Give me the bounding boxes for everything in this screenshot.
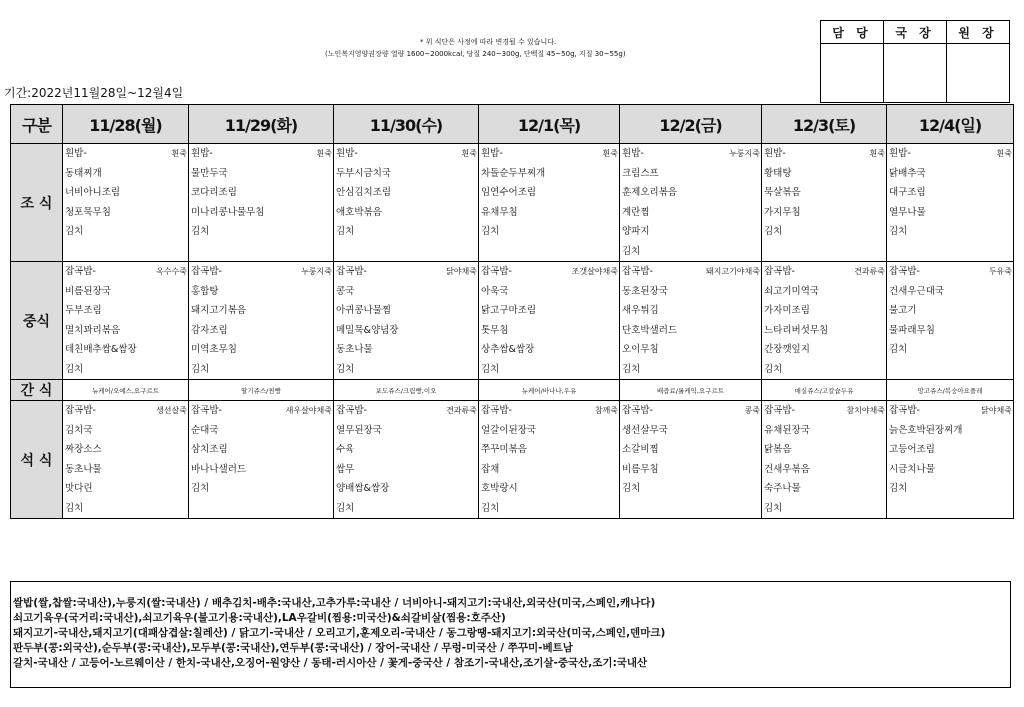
dish-item: 가지무침 [764, 206, 801, 218]
main-dish-line [620, 401, 761, 421]
day-header: 12/2(금) [620, 105, 762, 144]
breakfast-day-cell [479, 144, 620, 262]
dish-item: 건새우볶음 [764, 463, 810, 475]
snack-row [11, 380, 1014, 401]
approval-sign-head [947, 44, 1010, 103]
dish-item: 아귀콩나물찜 [336, 305, 392, 316]
snack-cell: 딸기쥬스/찐빵 [189, 380, 334, 401]
dish-item: 아욱국 [481, 285, 509, 297]
dish-item: 비름무침 [622, 463, 659, 475]
porridge-item: 흰죽 [316, 149, 332, 158]
dish-item: 감자조림 [191, 324, 228, 336]
approval-box [820, 20, 1010, 103]
meal-label-snack: 간 식 [11, 380, 63, 401]
dish-item: 유채무침 [481, 206, 518, 218]
dish-item: 김치 [65, 226, 84, 237]
dish-item: 김치 [889, 344, 908, 355]
dish-item: 동초된장국 [622, 285, 668, 297]
dish-item: 삼치조림 [191, 444, 228, 455]
origin-line: 쌀밥(쌀,찹쌀:국내산),누룽지(쌀:국내산) / 배추김치-배추:국내산,고추가루:국내산 / 너비아니-돼지고기:국내산,외국산(미국,스페인,캐나다) [13, 597, 656, 609]
dish-item: 김치 [65, 502, 84, 514]
rice-item: 잡곡밥- [191, 405, 222, 416]
rice-item: 잡곡밥- [191, 266, 222, 277]
origin-line: 돼지고기-국내산,돼지고기(대패삼겹살:칠레산) / 닭고기-국내산 / 오리고기,훈제오리-국내산 / 동그랑땡-돼지고기:외국산(미국,스페인,덴마크) [13, 627, 666, 639]
dish-item: 김치 [336, 226, 355, 237]
dish-item: 바나나샐러드 [191, 463, 247, 475]
main-dish-line [334, 262, 478, 282]
day-header: 12/4(일) [887, 105, 1014, 144]
day-header: 11/28(월) [63, 105, 189, 144]
snack-cell: 매실쥬스/고칼슘두유 [762, 380, 887, 401]
main-dish-line [334, 401, 478, 421]
porridge-item: 누룽지죽 [301, 267, 332, 276]
porridge-item: 흰죽 [996, 149, 1012, 158]
dish-item: 얼갈이된장국 [481, 424, 537, 436]
dish-item: 김치 [764, 226, 783, 237]
dish-item: 쭈꾸미볶음 [481, 444, 527, 455]
rice-item: 흰밥- [336, 148, 358, 159]
dish-item: 김치 [191, 483, 210, 494]
snack-cell: 뉴케어/오예스,요구르트 [63, 380, 189, 401]
rice-item: 흰밥- [65, 148, 87, 159]
porridge-item: 참깨죽 [594, 406, 618, 415]
main-dish-line [887, 401, 1013, 421]
dish-item [189, 499, 333, 519]
lunch-day-cell [334, 262, 479, 380]
dish-item: 열무된장국 [336, 424, 382, 436]
day-header-row [11, 105, 1014, 144]
dish-item: 미나리콩나물무침 [191, 206, 265, 218]
main-dish-line [887, 144, 1013, 164]
porridge-item: 콩죽 [744, 406, 760, 415]
notice-line-1: * 위 식단은 사정에 따라 변경될 수 있습니다. [420, 38, 557, 46]
porridge-item: 흰죽 [461, 149, 477, 158]
porridge-item: 흰죽 [869, 149, 885, 158]
dish-item: 청포묵무침 [65, 206, 111, 218]
day-header: 12/3(토) [762, 105, 887, 144]
dish-item: 애호박볶음 [336, 206, 382, 218]
dish-item: 동태찌개 [65, 167, 102, 179]
origin-info-box [10, 581, 1011, 688]
rice-item: 잡곡밥- [764, 266, 795, 277]
lunch-day-cell [887, 262, 1014, 380]
snack-cell: 포도쥬스/크림빵,이오 [334, 380, 479, 401]
rice-item: 잡곡밥- [336, 405, 367, 416]
porridge-item: 견과류죽 [446, 406, 477, 415]
dish-item: 늙은호박된장찌개 [889, 424, 963, 436]
rice-item: 흰밥- [481, 148, 503, 159]
dish-item: 톳무침 [481, 324, 509, 336]
rice-item: 잡곡밥- [622, 266, 653, 277]
breakfast-day-cell [762, 144, 887, 262]
dish-item [887, 242, 1013, 262]
lunch-day-cell [479, 262, 620, 380]
header-label: 구분 [11, 105, 63, 144]
dinner-day-cell [63, 401, 189, 519]
dinner-row [11, 401, 1014, 519]
origin-line: 갈치-국내산 / 고등어-노르웨이산 / 한치-국내산,오징어-원양산 / 동태-러시아산 / 꽃게-중국산 / 참조기-국내산,조기살-중국산,조기:국내산 [13, 657, 648, 669]
dish-item: 대구조림 [889, 187, 926, 198]
main-dish-line [762, 262, 886, 282]
dish-item: 김치 [191, 363, 210, 375]
porridge-item: 닭야채죽 [446, 267, 477, 276]
main-dish-line [63, 262, 188, 282]
rice-item: 흰밥- [889, 148, 911, 159]
dish-item: 물만두국 [191, 167, 228, 179]
dish-item: 간장깻잎지 [764, 344, 810, 355]
dish-item [762, 242, 886, 262]
dish-item: 두부조림 [65, 305, 102, 316]
dish-item: 김치 [481, 363, 500, 375]
dish-item [334, 242, 478, 262]
breakfast-day-cell [887, 144, 1014, 262]
dish-item: 훈제오리볶음 [622, 187, 678, 198]
dish-item [620, 499, 761, 519]
dish-item: 메밀묵&양념장 [336, 324, 399, 336]
dish-item: 가자미조림 [764, 305, 810, 316]
dish-item: 안심김치조림 [336, 187, 392, 198]
dish-item: 코다리조림 [191, 187, 237, 198]
dinner-day-cell [189, 401, 334, 519]
dish-item: 물파래무침 [889, 324, 935, 336]
porridge-item: 닭야채죽 [981, 406, 1012, 415]
dish-item: 비름된장국 [65, 285, 111, 297]
dish-item: 크림스프 [622, 167, 659, 179]
breakfast-day-cell [63, 144, 189, 262]
rice-item: 잡곡밥- [889, 405, 920, 416]
weekly-menu-table [10, 104, 1014, 519]
porridge-item: 옥수수죽 [156, 267, 187, 276]
porridge-item: 새우살야채죽 [285, 406, 332, 415]
breakfast-day-cell [620, 144, 762, 262]
dish-item: 김치 [336, 502, 355, 514]
dinner-day-cell [887, 401, 1014, 519]
rice-item: 잡곡밥- [622, 405, 653, 416]
main-dish-line [620, 144, 761, 164]
rice-item: 잡곡밥- [65, 266, 96, 277]
notice-line-2: (노인복지영양권장량 열량 1600~2000kcal, 당질 240~300g, 단백질 45~50g, 지질 30~55g) [325, 50, 626, 58]
main-dish-line [334, 144, 478, 164]
dish-item: 건새우근대국 [889, 285, 945, 297]
rice-item: 잡곡밥- [336, 266, 367, 277]
meal-label-breakfast: 조 식 [11, 144, 63, 262]
dish-item: 닭고구마조림 [481, 305, 537, 316]
dish-item [189, 242, 333, 262]
main-dish-line [479, 144, 619, 164]
dinner-day-cell [762, 401, 887, 519]
lunch-day-cell [762, 262, 887, 380]
main-dish-line [762, 144, 886, 164]
main-dish-line [762, 401, 886, 421]
dish-item: 김치 [764, 363, 783, 375]
day-header: 11/29(화) [189, 105, 334, 144]
dinner-day-cell [334, 401, 479, 519]
main-dish-line [189, 144, 333, 164]
dish-item: 김치 [889, 483, 908, 494]
porridge-item: 참치야채죽 [846, 406, 885, 415]
dish-item: 잡채 [481, 463, 500, 475]
approval-staff: 담 당 [821, 21, 884, 44]
breakfast-day-cell [189, 144, 334, 262]
porridge-item: 돼지고기야채죽 [705, 267, 760, 276]
porridge-item: 흰죽 [602, 149, 618, 158]
rice-item: 잡곡밥- [764, 405, 795, 416]
dish-item: 김치 [65, 363, 84, 375]
dish-item: 황태탕 [764, 167, 792, 179]
dish-item: 맛다린 [65, 483, 93, 494]
main-dish-line [63, 144, 188, 164]
origin-line: 쇠고기육우(국거리:국내산),쇠고기육우(불고기용:국내산),LA우갈비(찜용:미국산)&쇠갈비살(찜용:호주산) [13, 612, 506, 624]
dish-item: 상추쌈&쌈장 [481, 344, 535, 355]
dish-item: 동초나물 [65, 463, 102, 475]
dish-item: 멸치꽈리볶음 [65, 324, 121, 336]
dish-item: 묵살볶음 [764, 187, 801, 198]
dish-item: 생선살무국 [622, 424, 668, 436]
dish-item: 데친배추쌈&쌈장 [65, 344, 137, 355]
main-dish-line [479, 262, 619, 282]
breakfast-row [11, 144, 1014, 262]
snack-cell: 배즙료/롤케익,요구르트 [620, 380, 762, 401]
meal-label-lunch: 중식 [11, 262, 63, 380]
dish-item: 순대국 [191, 424, 219, 436]
dish-item: 닭볶음 [764, 444, 792, 455]
dish-item: 유채된장국 [764, 424, 810, 436]
porridge-item: 조갯살야채죽 [571, 267, 618, 276]
menu-period: 기간:2022년11월28일~12월4일 [4, 86, 184, 100]
lunch-day-cell [189, 262, 334, 380]
dish-item: 불고기 [889, 305, 917, 316]
dish-item: 차돌순두부찌개 [481, 167, 546, 179]
dish-item: 오이무침 [622, 344, 659, 355]
porridge-item: 두유죽 [988, 267, 1012, 276]
dish-item: 김치 [622, 483, 641, 494]
snack-cell: 망고쥬스/복숭아요플레 [887, 380, 1014, 401]
dish-item: 김치 [764, 502, 783, 514]
dish-item: 쌈무 [336, 463, 355, 475]
dish-item: 양파지 [622, 226, 650, 237]
rice-item: 잡곡밥- [65, 405, 96, 416]
lunch-day-cell [620, 262, 762, 380]
meal-label-dinner: 석 식 [11, 401, 63, 519]
main-dish-line [189, 401, 333, 421]
dish-item: 김치 [622, 363, 641, 375]
dish-item: 너비아니조림 [65, 187, 121, 198]
dish-item: 계란찜 [622, 206, 650, 218]
porridge-item: 생선살죽 [156, 406, 187, 415]
dish-item: 쇠고기미역국 [764, 285, 820, 297]
porridge-item: 견과류죽 [854, 267, 885, 276]
approval-sign-staff [821, 44, 884, 103]
day-header: 12/1(목) [479, 105, 620, 144]
rice-item: 흰밥- [764, 148, 786, 159]
dish-item: 숙주나물 [764, 483, 801, 494]
dish-item: 느타리버섯무침 [764, 324, 829, 336]
dish-item: 고등어조림 [889, 444, 935, 455]
dish-item: 김치 [481, 226, 500, 237]
approval-head: 원 장 [947, 21, 1010, 44]
breakfast-day-cell [334, 144, 479, 262]
dish-item: 임연수어조림 [481, 187, 537, 198]
dish-item: 양배쌈&쌈장 [336, 483, 390, 494]
approval-sign-director [884, 44, 947, 103]
rice-item: 흰밥- [622, 148, 644, 159]
rice-item: 잡곡밥- [481, 405, 512, 416]
dish-item: 두부시금치국 [336, 167, 392, 179]
dish-item: 닭배추국 [889, 167, 926, 179]
main-dish-line [189, 262, 333, 282]
dish-item [887, 360, 1013, 380]
main-dish-line [887, 262, 1013, 282]
dish-item [479, 242, 619, 262]
dish-item: 김치 [481, 502, 500, 514]
dish-item: 새우튀김 [622, 305, 659, 316]
dish-item: 김치 [622, 245, 641, 257]
porridge-item: 흰죽 [171, 149, 187, 158]
dish-item: 김치국 [65, 424, 93, 436]
lunch-day-cell [63, 262, 189, 380]
dish-item: 김치 [191, 226, 210, 237]
dish-item [887, 499, 1013, 519]
main-dish-line [620, 262, 761, 282]
porridge-item: 누룽지죽 [729, 149, 760, 158]
dish-item: 수육 [336, 444, 355, 455]
rice-item: 흰밥- [191, 148, 213, 159]
day-header: 11/30(수) [334, 105, 479, 144]
rice-item: 잡곡밥- [481, 266, 512, 277]
main-dish-line [63, 401, 188, 421]
dish-item: 짜장소스 [65, 444, 102, 455]
snack-cell: 뉴케어/바나나,우유 [479, 380, 620, 401]
rice-item: 잡곡밥- [889, 266, 920, 277]
dish-item: 미역초무침 [191, 344, 237, 355]
dish-item: 호박랑시 [481, 483, 518, 494]
lunch-row [11, 262, 1014, 380]
dish-item [63, 242, 188, 262]
main-dish-line [479, 401, 619, 421]
dish-item: 시금치나물 [889, 463, 935, 475]
dish-item: 홍합탕 [191, 285, 219, 297]
dish-item: 돼지고기볶음 [191, 305, 247, 316]
dish-item: 소갈비찜 [622, 444, 659, 455]
dinner-day-cell [620, 401, 762, 519]
dish-item: 단호박샐러드 [622, 324, 678, 336]
dish-item: 열무나물 [889, 206, 926, 218]
approval-director: 국 장 [884, 21, 947, 44]
dish-item: 동초나물 [336, 344, 373, 355]
dish-item: 김치 [889, 226, 908, 237]
dish-item: 김치 [336, 363, 355, 375]
dinner-day-cell [479, 401, 620, 519]
dish-item: 콩국 [336, 285, 355, 297]
origin-line: 판두부(콩:외국산),순두부(콩:국내산),모두부(콩:국내산),연두부(콩:국내산) / 장어-국내산 / 무렁-미국산 / 쭈꾸미-베트남 [13, 642, 573, 654]
